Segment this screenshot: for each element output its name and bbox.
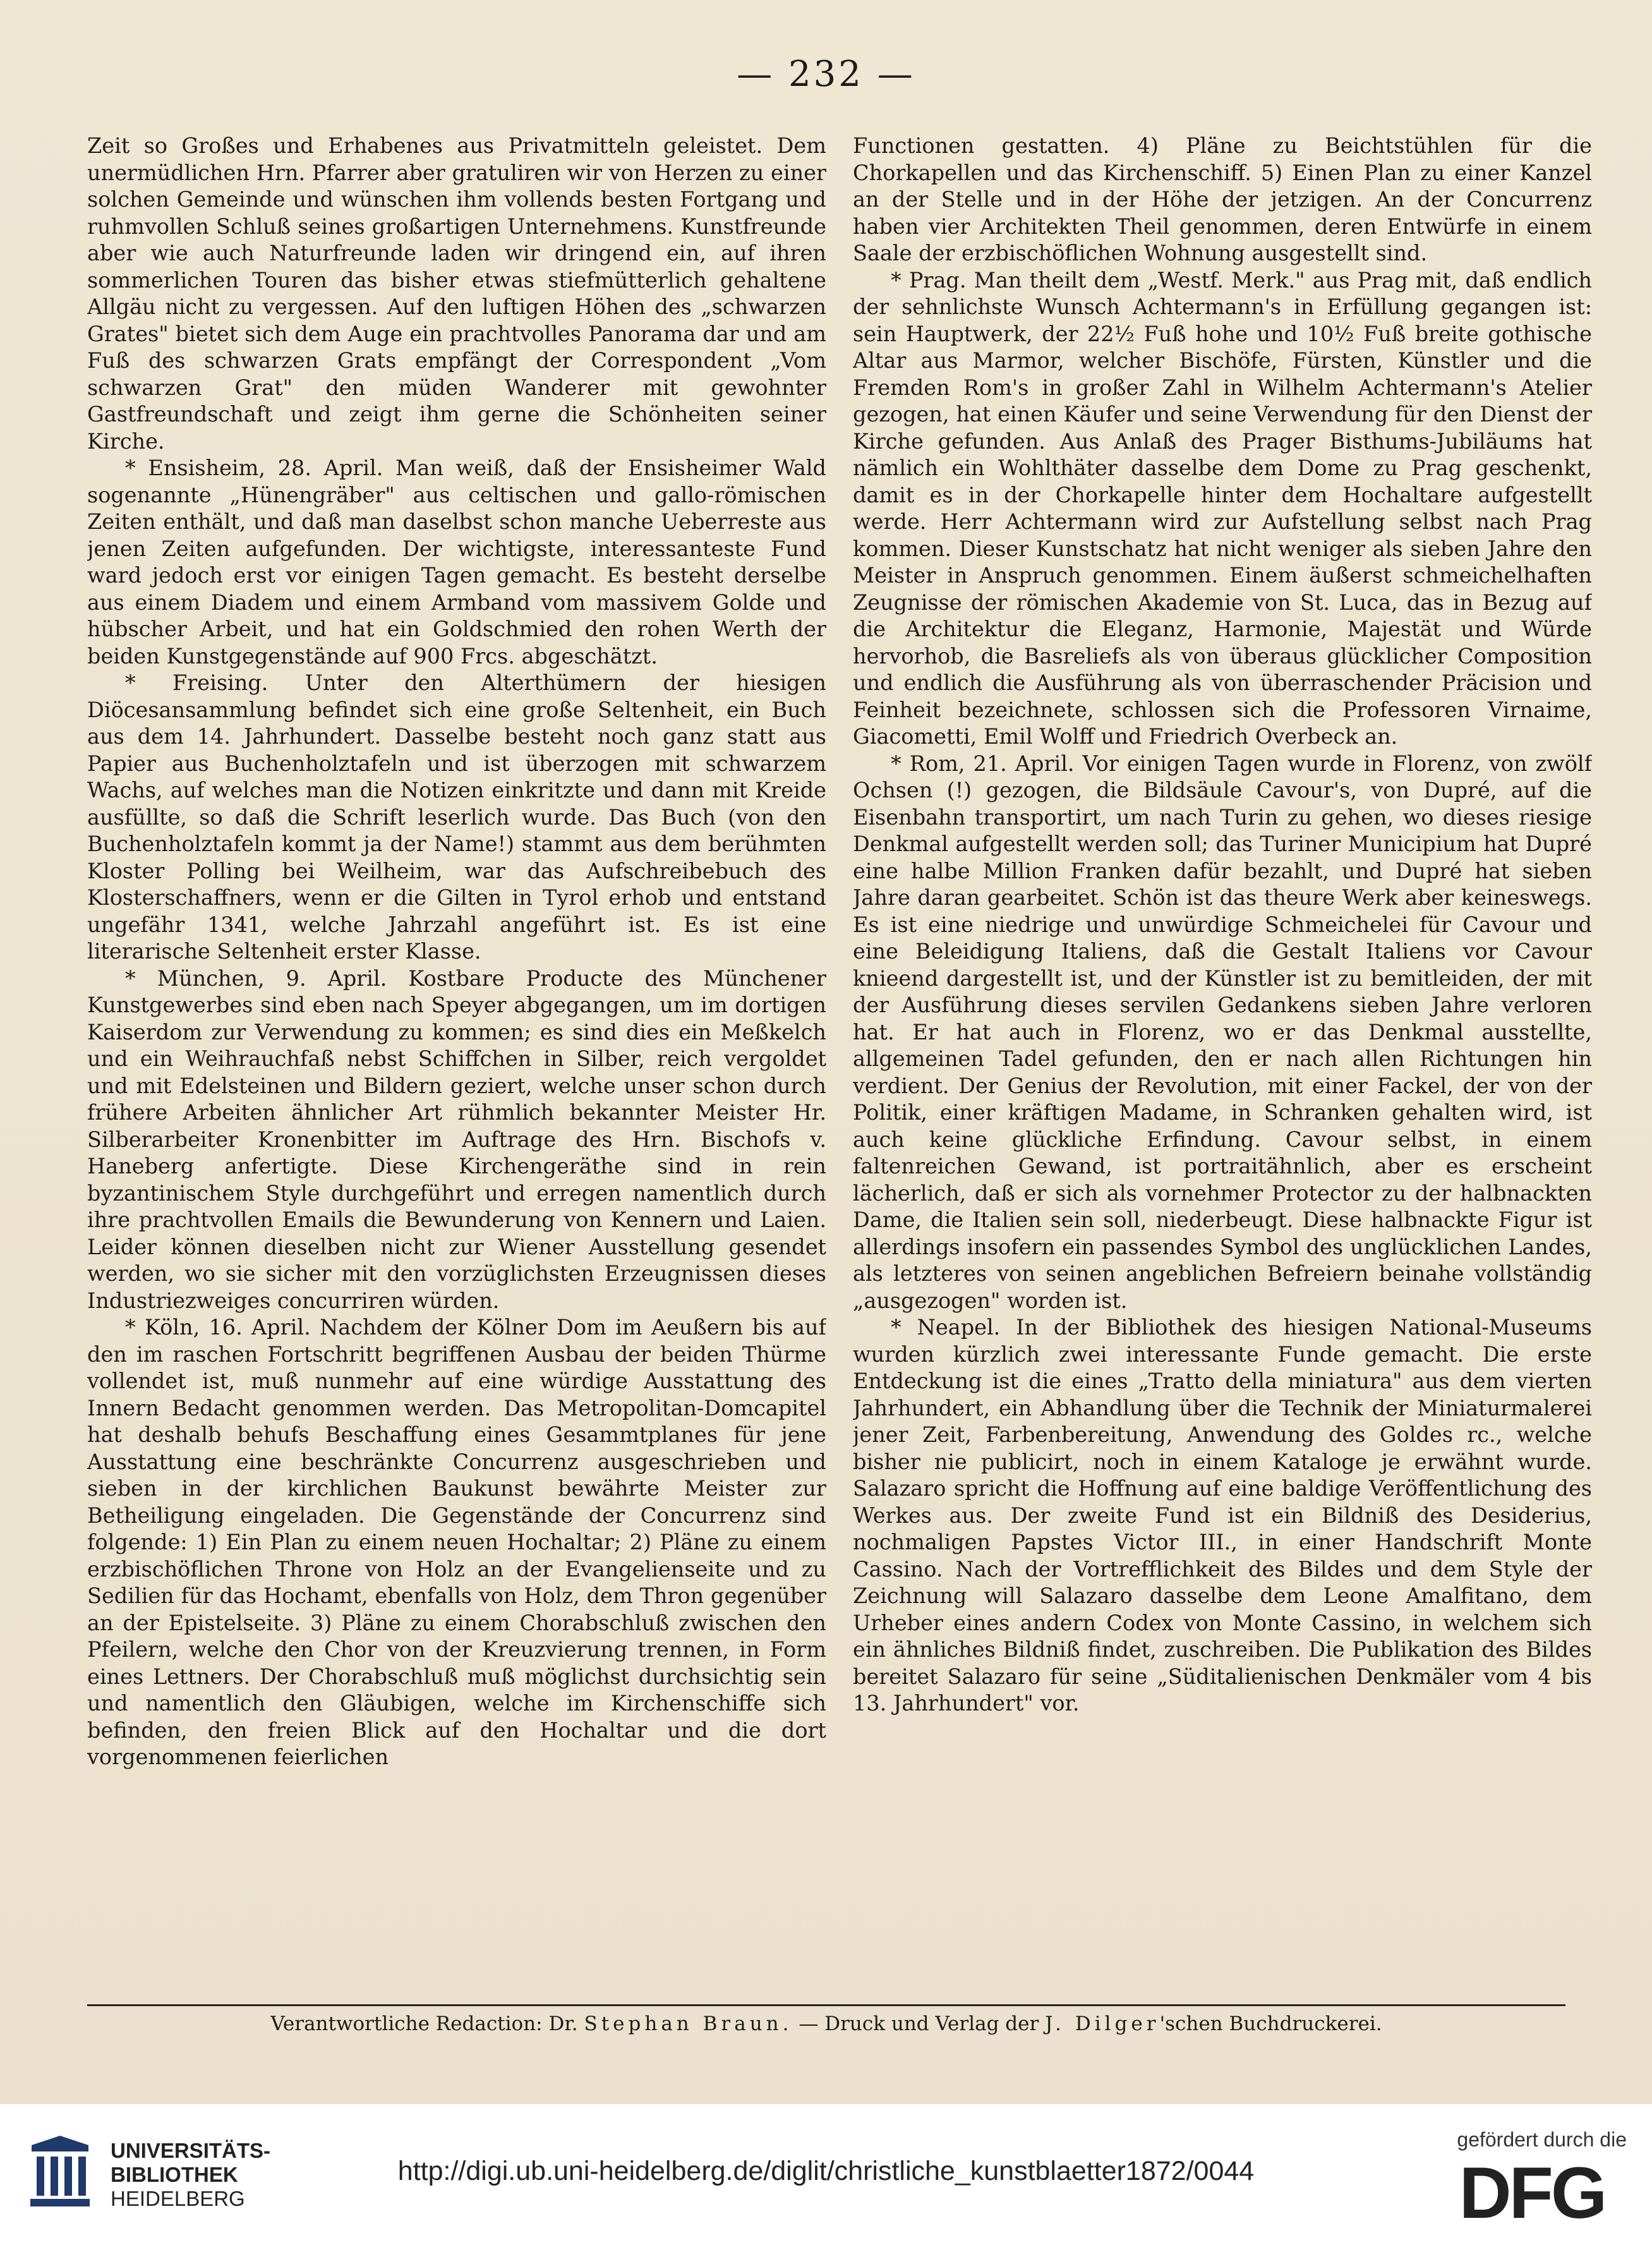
- paragraph: * München, 9. April. Kostbare Producte des Münchener Kunstgewerbes sind eben nach Speyer abgegangen, um im dortigen Kaiserdom zur Verwendung zu kommen; es sind dies ein Meßkelch und ein Weihrauchfaß nebst Schiffchen in Silber, reich vergoldet und mit Edelsteinen und Bildern geziert, welche unser schon durch frühere Arbeiten ähnlicher Art rühmlich bekannter Meister Hr. Silberarbeiter Kronenbitter im Auftrage des Hrn. Bischofs v. Haneberg anfertigte. Diese Kirchengeräthe sind in rein byzantinischem Style durchgeführt und erregen namentlich durch ihre prachtvollen Emails die Bewunderung von Kennern und Laien. Leider können dieselben nicht zur Wiener Ausstellung gesendet werden, wo sie sicher mit den vorzüglichsten Erzeugnissen dieses Industriezweiges concurriren würden.: [87, 965, 826, 1313]
- imprint-prefix: Verantwortliche Redaction: Dr.: [270, 2012, 578, 2035]
- left-column: [87, 133, 826, 1997]
- paragraph: Zeit so Großes und Erhabenes aus Privatmitteln geleistet. Dem unermüdlichen Hrn. Pfarrer aber gratuliren wir von Herzen zu einer solchen Gemeinde und wünschen ihm vollends besten Fortgang und ruhmvollen Schluß seines großartigen Unternehmens. Kunstfreunde aber wie auch Naturfreunde laden wir dringend ein, auf ihren sommerlichen Touren das bisher etwas stiefmütterlich gehaltene Allgäu nicht zu vergessen. Auf den luftigen Höhen des „schwarzen Grates" bietet sich dem Auge ein prachtvolles Panorama dar und am Fuß des schwarzen Grats empfängt der Correspondent „Vom schwarzen Grat" den müden Wanderer mit gewohnter Gastfreundschaft und zeigt ihm gerne die Schönheiten seiner Kirche.: [87, 133, 826, 454]
- paragraph: * Köln, 16. April. Nachdem der Kölner Dom im Aeußern bis auf den im raschen Fortschritt begriffenen Ausbau der beiden Thürme vollendet ist, muß nunmehr auf eine würdige Ausstattung des Innern Bedacht genommen werden. Das Metropolitan-Domcapitel hat deshalb behufs Beschaffung eines Gesammtplanes für jene Ausstattung eine beschränkte Concurrenz ausgeschrieben und sieben in der kirchlichen Baukunst bewährte Meister zur Betheiligung eingeladen. Die Gegenstände der Concurrenz sind folgende: 1) Ein Plan zu einem neuen Hochaltar; 2) Pläne zu einem erzbischöflichen Throne von Holz an der Evangelienseite und zu Sedilien für das Hochamt, ebenfalls von Holz, dem Thron gegenüber an der Epistelseite. 3) Pläne zu einem Chorabschluß zwischen den Pfeilern, welche den Chor von der Kreuzvierung trennen, in Form eines Lettners. Der Chorabschluß muß möglichst durchsichtig sein und namentlich den Gläubigen, welche im Kirchenschiffe sich befinden, den freien Blick auf den Hochaltar und die dort vorgenommenen feierlichen: [87, 1315, 826, 1769]
- library-line: BIBLIOTHEK: [111, 2163, 238, 2186]
- library-line: UNIVERSITÄTS-: [111, 2139, 271, 2162]
- dfg-logo-icon: [1437, 2158, 1627, 2227]
- footer-rule: [87, 2004, 1565, 2006]
- paragraph: * Neapel. In der Bibliothek des hiesigen National-Museums wurden kürzlich zwei interessante Funde gemacht. Die erste Entdeckung ist die eines „Tratto della miniatura" aus dem vierten Jahrhundert, ein Abhandlung über die Technik der Miniaturmalerei jener Zeit, Farbenbereitung, Anwendung des Goldes rc., welche bisher nie publicirt, noch in einem Kataloge je erwähnt wurde. Salazaro spricht die Hoffnung auf eine baldige Veröffentlichung des Werkes aus. Der zweite Fund ist ein Bildniß des Desiderius, nochmaligen Papstes Victor III., in einer Handschrift Monte Cassino. Nach der Vortrefflichkeit des Bildes und dem Style der Zeichnung will Salazaro dasselbe dem Leone Amalfitano, dem Urheber eines andern Codex von Monte Cassino, in welchem sich ein ähnliches Bildniß findet, zuschreiben. Die Publikation des Bildes bereitet Salazaro für seine „Süditalienischen Denkmäler vom 4 bis 13. Jahrhundert" vor.: [853, 1315, 1592, 1716]
- paragraph: Functionen gestatten. 4) Pläne zu Beichtstühlen für die Chorkapellen und das Kirchenschiff. 5) Einen Plan zu einer Kanzel an der Stelle und in der Höhe der jetzigen. An der Concurrenz haben vier Architekten Theil genommen, deren Entwürfe in einem Saale der erzbischöflichen Wohnung ausgestellt sind.: [853, 133, 1592, 265]
- page-number: — 232 —: [737, 54, 915, 95]
- printer-name: J. Dilger: [1045, 2012, 1160, 2035]
- svg-text:DFG: DFG: [1459, 2158, 1605, 2227]
- paragraph: * Freising. Unter den Alterthümern der hiesigen Diöcesansammlung befindet sich eine große Seltenheit, ein Buch aus dem 14. Jahrhundert. Dasselbe besteht noch ganz statt aus Papier aus Buchenholztafeln und ist überzogen mit schwarzem Wachs, auf welches man die Notizen einkritzte und dann mit Kreide ausfüllte, so daß die Schrift leserlich wurde. Das Buch (von den Buchenholztafeln kommt ja der Name!) stammt aus dem berühmten Kloster Polling bei Weilheim, war das Aufschreibebuch des Klosterschaffners, wenn er die Gilten in Tyrol erhob und entstand ungefähr 1341, welche Jahrzahl angeführt ist. Es ist eine literarische Seltenheit erster Klasse.: [87, 670, 826, 964]
- paragraph: * Ensisheim, 28. April. Man weiß, daß der Ensisheimer Wald sogenannte „Hünengräber" aus celtischen und gallo-römischen Zeiten enthält, und daß man daselbst schon manche Ueberreste aus jenen Zeiten aufgefunden. Der wichtigste, interessanteste Fund ward jedoch erst vor einigen Tagen gemacht. Es besteht derselbe aus einem Diadem und einem Armband vom massivem Golde und hübscher Arbeit, und hat ein Goldschmied den rohen Werth der beiden Kunstgegenstände auf 900 Frcs. abgeschätzt.: [87, 456, 826, 669]
- imprint-suffix: 'schen Buchdruckerei.: [1159, 2012, 1382, 2035]
- imprint-middle: — Druck und Verlag der: [799, 2012, 1039, 2035]
- paragraph: * Rom, 21. April. Vor einigen Tagen wurde in Florenz, von zwölf Ochsen (!) gezogen, die Bildsäule Cavour's, von Dupré, auf die Eisenbahn transportirt, um nach Turin zu gehen, wo dieses riesige Denkmal aufgestellt werden soll; das Turiner Municipium hat Dupré eine halbe Million Franken dafür bezahlt, und Dupré hat sieben Jahre daran gearbeitet. Schön ist das theure Werk aber keineswegs. Es ist eine niedrige und unwürdige Schmeichelei für Cavour und eine Beleidigung Italiens, daß die Gestalt Italiens vor Cavour knieend dargestellt ist, und der Künstler ist zu bemitleiden, der mit der Ausführung dieses servilen Gedankens sieben Jahre verloren hat. Er hat auch in Florenz, wo er das Denkmal ausstellte, allgemeinen Tadel gefunden, den er nach allen Richtungen hin verdient. Der Genius der Revolution, mit einer Fackel, der von der Politik, einer kräftigen Madame, in Schranken gehalten wird, ist auch keine glückliche Erfindung. Cavour selbst, in einem faltenreichen Gewand, ist portraitähnlich, aber es erscheint lächerlich, daß er sich als vornehmer Protector zu der halbnackten Dame, die Italien sein soll, niederbeugt. Diese halbnackte Figur ist allerdings insofern ein passendes Symbol des unglücklichen Landes, als letzteres von seinen angeblichen Befreiern beinahe vollständig „ausgezogen" worden ist.: [853, 751, 1592, 1313]
- right-column: [853, 133, 1592, 1997]
- source-url-link[interactable]: http://digi.ub.uni-heidelberg.de/diglit/christliche_kunstblaetter1872/0044: [397, 2156, 1255, 2186]
- library-line: HEIDELBERG: [111, 2187, 245, 2210]
- paragraph: * Prag. Man theilt dem „Westf. Merk." aus Prag mit, daß endlich der sehnlichste Wunsch Achtermann's in Erfüllung gegangen ist: sein Hauptwerk, der 22½ Fuß hohe und 10½ Fuß breite gothische Altar aus Marmor, welcher Bischöfe, Fürsten, Künstler und die Fremden Rom's in großer Zahl in Wilhelm Achtermann's Atelier gezogen, hat einen Käufer und seine Verwendung für den Dienst der Kirche gefunden. Aus Anlaß des Prager Bisthums-Jubiläums hat nämlich ein Wohlthäter dasselbe dem Dome zu Prag geschenkt, damit es in der Chorkapelle hinter dem Hochaltare aufgestellt werde. Herr Achtermann wird zur Aufstellung selbst nach Prag kommen. Dieser Kunstschatz hat nicht weniger als sieben Jahre den Meister in Anspruch genommen. Einem äußerst schmeichelhaften Zeugnisse der römischen Akademie von St. Luca, das in Bezug auf die Architektur die Eleganz, Harmonie, Majestät und Würde hervorhob, die Basreliefs als von überaus glücklicher Composition und endlich die Ausführung als von überraschender Präcision und Feinheit bezeichnete, schlossen sich die Professoren Virnaime, Giacometti, Emil Wolff und Friedrich Overbeck an.: [853, 267, 1592, 749]
- editor-name: Stephan Braun.: [584, 2012, 793, 2035]
- imprint-line: [87, 2012, 1565, 2035]
- funding-caption: gefördert durch die: [1457, 2128, 1627, 2151]
